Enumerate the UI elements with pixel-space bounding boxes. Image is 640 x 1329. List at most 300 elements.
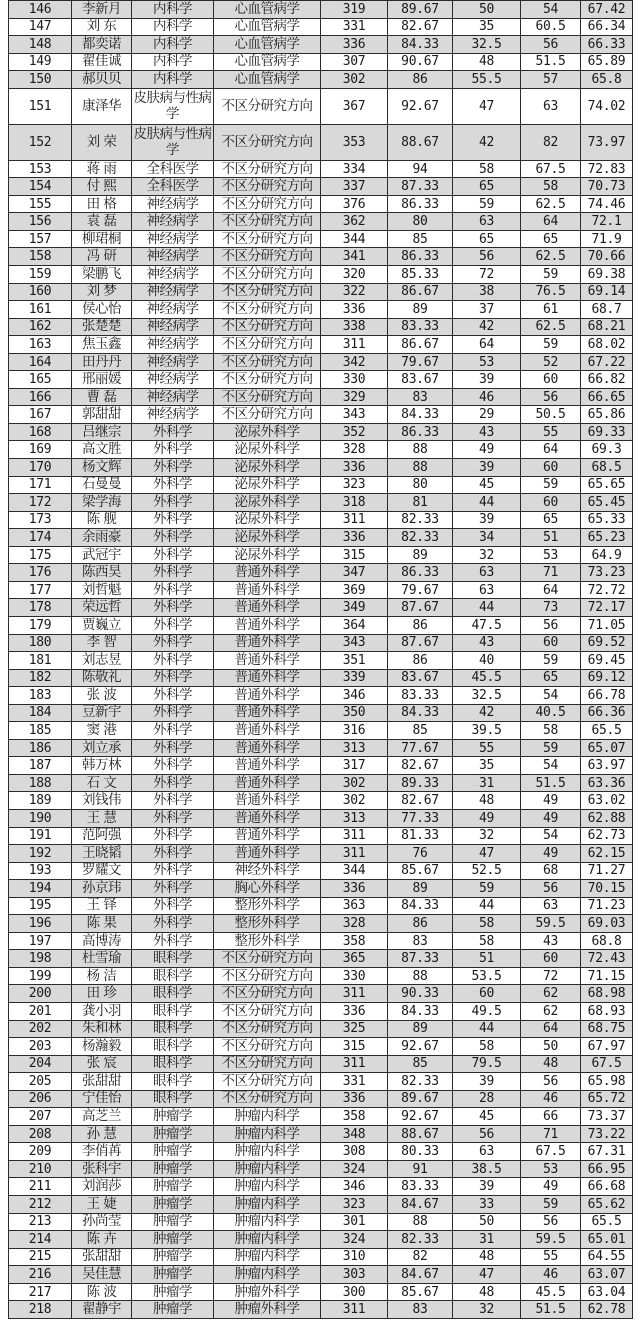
retest-score-a-cell: 89.67 bbox=[388, 1, 453, 19]
serial-number-cell: 191 bbox=[9, 827, 72, 845]
table-row bbox=[9, 441, 633, 459]
research-direction-cell: 不区分研究方向 bbox=[214, 1002, 321, 1020]
retest-score-a-cell: 83.33 bbox=[388, 318, 453, 336]
research-direction-cell: 不区分研究方向 bbox=[214, 967, 321, 985]
total-score-cell: 67.22 bbox=[581, 353, 633, 371]
retest-score-a-cell: 82.33 bbox=[388, 1073, 453, 1091]
serial-number-cell: 180 bbox=[9, 634, 72, 652]
table-row bbox=[9, 1108, 633, 1126]
total-score-cell: 68.8 bbox=[581, 932, 633, 950]
major-cell: 外科学 bbox=[132, 880, 214, 898]
research-direction-cell: 普通外科学 bbox=[214, 809, 321, 827]
major-cell: 外科学 bbox=[132, 423, 214, 441]
table-body bbox=[9, 1, 633, 1319]
retest-score-c-cell: 63 bbox=[521, 897, 581, 915]
serial-number-cell: 164 bbox=[9, 353, 72, 371]
major-cell: 全科医学 bbox=[132, 160, 214, 178]
serial-number-cell: 195 bbox=[9, 897, 72, 915]
research-direction-cell: 肿瘤内科学 bbox=[214, 1143, 321, 1161]
table-row bbox=[9, 336, 633, 354]
student-name-cell: 田 格 bbox=[72, 195, 132, 213]
table-row bbox=[9, 581, 633, 599]
initial-exam-score-cell: 328 bbox=[321, 441, 388, 459]
total-score-cell: 66.36 bbox=[581, 704, 633, 722]
research-direction-cell: 肿瘤内科学 bbox=[214, 1125, 321, 1143]
serial-number-cell: 214 bbox=[9, 1231, 72, 1249]
retest-score-c-cell: 68 bbox=[521, 862, 581, 880]
total-score-cell: 69.14 bbox=[581, 283, 633, 301]
major-cell: 外科学 bbox=[132, 511, 214, 529]
major-cell: 外科学 bbox=[132, 704, 214, 722]
major-cell: 肿瘤学 bbox=[132, 1196, 214, 1214]
total-score-cell: 68.93 bbox=[581, 1002, 633, 1020]
retest-score-b-cell: 60 bbox=[453, 985, 521, 1003]
retest-score-c-cell: 51.5 bbox=[521, 1301, 581, 1319]
serial-number-cell: 197 bbox=[9, 932, 72, 950]
retest-score-c-cell: 57 bbox=[521, 71, 581, 89]
initial-exam-score-cell: 334 bbox=[321, 160, 388, 178]
total-score-cell: 70.66 bbox=[581, 248, 633, 266]
total-score-cell: 62.88 bbox=[581, 809, 633, 827]
student-name-cell: 罗耀文 bbox=[72, 862, 132, 880]
retest-score-b-cell: 34 bbox=[453, 529, 521, 547]
total-score-cell: 66.78 bbox=[581, 687, 633, 705]
student-name-cell: 范阿强 bbox=[72, 827, 132, 845]
total-score-cell: 72.17 bbox=[581, 599, 633, 617]
total-score-cell: 67.42 bbox=[581, 1, 633, 19]
retest-score-a-cell: 85 bbox=[388, 1055, 453, 1073]
retest-score-c-cell: 62 bbox=[521, 1002, 581, 1020]
retest-score-b-cell: 37 bbox=[453, 301, 521, 319]
retest-score-a-cell: 81 bbox=[388, 494, 453, 512]
student-name-cell: 刘钱伟 bbox=[72, 792, 132, 810]
retest-score-c-cell: 64 bbox=[521, 441, 581, 459]
serial-number-cell: 211 bbox=[9, 1178, 72, 1196]
retest-score-c-cell: 55 bbox=[521, 423, 581, 441]
table-row bbox=[9, 739, 633, 757]
major-cell: 外科学 bbox=[132, 757, 214, 775]
table-row bbox=[9, 178, 633, 196]
retest-score-a-cell: 86.67 bbox=[388, 283, 453, 301]
initial-exam-score-cell: 362 bbox=[321, 213, 388, 231]
initial-exam-score-cell: 367 bbox=[321, 88, 388, 124]
major-cell: 神经病学 bbox=[132, 266, 214, 284]
initial-exam-score-cell: 344 bbox=[321, 862, 388, 880]
serial-number-cell: 178 bbox=[9, 599, 72, 617]
research-direction-cell: 不区分研究方向 bbox=[214, 406, 321, 424]
major-cell: 神经病学 bbox=[132, 388, 214, 406]
major-cell: 内科学 bbox=[132, 18, 214, 36]
student-name-cell: 李新月 bbox=[72, 1, 132, 19]
retest-score-b-cell: 64 bbox=[453, 336, 521, 354]
retest-score-c-cell: 73 bbox=[521, 599, 581, 617]
initial-exam-score-cell: 301 bbox=[321, 1213, 388, 1231]
total-score-cell: 65.45 bbox=[581, 494, 633, 512]
initial-exam-score-cell: 313 bbox=[321, 739, 388, 757]
total-score-cell: 65.5 bbox=[581, 722, 633, 740]
retest-score-b-cell: 35 bbox=[453, 757, 521, 775]
total-score-cell: 68.7 bbox=[581, 301, 633, 319]
retest-score-b-cell: 32.5 bbox=[453, 36, 521, 54]
retest-score-c-cell: 60.5 bbox=[521, 18, 581, 36]
retest-score-b-cell: 48 bbox=[453, 53, 521, 71]
initial-exam-score-cell: 338 bbox=[321, 318, 388, 336]
retest-score-b-cell: 59 bbox=[453, 195, 521, 213]
student-name-cell: 翟静宇 bbox=[72, 1301, 132, 1319]
table-row bbox=[9, 18, 633, 36]
retest-score-b-cell: 29 bbox=[453, 406, 521, 424]
student-name-cell: 杨文辉 bbox=[72, 459, 132, 477]
retest-score-b-cell: 42 bbox=[453, 318, 521, 336]
retest-score-b-cell: 58 bbox=[453, 160, 521, 178]
student-name-cell: 石 文 bbox=[72, 774, 132, 792]
retest-score-b-cell: 43 bbox=[453, 423, 521, 441]
retest-score-a-cell: 77.33 bbox=[388, 809, 453, 827]
retest-score-b-cell: 39 bbox=[453, 459, 521, 477]
serial-number-cell: 198 bbox=[9, 950, 72, 968]
research-direction-cell: 普通外科学 bbox=[214, 722, 321, 740]
serial-number-cell: 157 bbox=[9, 230, 72, 248]
major-cell: 内科学 bbox=[132, 53, 214, 71]
retest-score-a-cell: 89 bbox=[388, 880, 453, 898]
initial-exam-score-cell: 369 bbox=[321, 581, 388, 599]
research-direction-cell: 普通外科学 bbox=[214, 774, 321, 792]
student-name-cell: 袁 磊 bbox=[72, 213, 132, 231]
initial-exam-score-cell: 358 bbox=[321, 1108, 388, 1126]
research-direction-cell: 肿瘤内科学 bbox=[214, 1266, 321, 1284]
total-score-cell: 70.15 bbox=[581, 880, 633, 898]
table-row bbox=[9, 476, 633, 494]
serial-number-cell: 154 bbox=[9, 178, 72, 196]
serial-number-cell: 189 bbox=[9, 792, 72, 810]
retest-score-a-cell: 88.67 bbox=[388, 124, 453, 160]
total-score-cell: 72.83 bbox=[581, 160, 633, 178]
retest-score-a-cell: 86.67 bbox=[388, 336, 453, 354]
retest-score-c-cell: 62.5 bbox=[521, 195, 581, 213]
initial-exam-score-cell: 313 bbox=[321, 809, 388, 827]
retest-score-a-cell: 86 bbox=[388, 915, 453, 933]
retest-score-c-cell: 67.5 bbox=[521, 160, 581, 178]
total-score-cell: 68.21 bbox=[581, 318, 633, 336]
retest-score-b-cell: 63 bbox=[453, 564, 521, 582]
serial-number-cell: 174 bbox=[9, 529, 72, 547]
retest-score-a-cell: 77.67 bbox=[388, 739, 453, 757]
student-name-cell: 陈 果 bbox=[72, 915, 132, 933]
retest-score-c-cell: 56 bbox=[521, 616, 581, 634]
serial-number-cell: 170 bbox=[9, 459, 72, 477]
retest-score-a-cell: 83.33 bbox=[388, 1178, 453, 1196]
retest-score-c-cell: 59.5 bbox=[521, 915, 581, 933]
initial-exam-score-cell: 343 bbox=[321, 634, 388, 652]
major-cell: 眼科学 bbox=[132, 1055, 214, 1073]
retest-score-b-cell: 50 bbox=[453, 1213, 521, 1231]
retest-score-c-cell: 65 bbox=[521, 669, 581, 687]
major-cell: 肿瘤学 bbox=[132, 1301, 214, 1319]
student-name-cell: 王晓韬 bbox=[72, 845, 132, 863]
retest-score-b-cell: 49 bbox=[453, 809, 521, 827]
retest-score-c-cell: 61 bbox=[521, 301, 581, 319]
student-name-cell: 刘志昱 bbox=[72, 652, 132, 670]
total-score-cell: 72.43 bbox=[581, 950, 633, 968]
retest-score-b-cell: 59 bbox=[453, 880, 521, 898]
retest-score-c-cell: 72 bbox=[521, 967, 581, 985]
student-name-cell: 张甜甜 bbox=[72, 1073, 132, 1091]
retest-score-a-cell: 82.33 bbox=[388, 1231, 453, 1249]
total-score-cell: 62.78 bbox=[581, 1301, 633, 1319]
major-cell: 外科学 bbox=[132, 441, 214, 459]
research-direction-cell: 不区分研究方向 bbox=[214, 160, 321, 178]
student-name-cell: 宁佳怡 bbox=[72, 1090, 132, 1108]
total-score-cell: 73.22 bbox=[581, 1125, 633, 1143]
retest-score-a-cell: 89 bbox=[388, 1020, 453, 1038]
student-name-cell: 刘立承 bbox=[72, 739, 132, 757]
retest-score-a-cell: 88 bbox=[388, 967, 453, 985]
major-cell: 外科学 bbox=[132, 915, 214, 933]
research-direction-cell: 肿瘤内科学 bbox=[214, 1178, 321, 1196]
research-direction-cell: 整形外科学 bbox=[214, 897, 321, 915]
retest-score-a-cell: 91 bbox=[388, 1160, 453, 1178]
table-row bbox=[9, 827, 633, 845]
research-direction-cell: 普通外科学 bbox=[214, 757, 321, 775]
research-direction-cell: 泌尿外科学 bbox=[214, 459, 321, 477]
retest-score-b-cell: 39 bbox=[453, 1178, 521, 1196]
retest-score-a-cell: 80.33 bbox=[388, 1143, 453, 1161]
table-row bbox=[9, 985, 633, 1003]
major-cell: 外科学 bbox=[132, 564, 214, 582]
retest-score-a-cell: 88.67 bbox=[388, 1125, 453, 1143]
research-direction-cell: 不区分研究方向 bbox=[214, 301, 321, 319]
retest-score-b-cell: 48 bbox=[453, 1283, 521, 1301]
retest-score-c-cell: 59 bbox=[521, 1196, 581, 1214]
table-row bbox=[9, 687, 633, 705]
serial-number-cell: 160 bbox=[9, 283, 72, 301]
retest-score-b-cell: 44 bbox=[453, 1020, 521, 1038]
serial-number-cell: 147 bbox=[9, 18, 72, 36]
table-row bbox=[9, 1090, 633, 1108]
retest-score-a-cell: 86.33 bbox=[388, 423, 453, 441]
student-name-cell: 翟佳诚 bbox=[72, 53, 132, 71]
serial-number-cell: 208 bbox=[9, 1125, 72, 1143]
research-direction-cell: 肿瘤内科学 bbox=[214, 1213, 321, 1231]
student-name-cell: 余雨豪 bbox=[72, 529, 132, 547]
research-direction-cell: 普通外科学 bbox=[214, 581, 321, 599]
retest-score-c-cell: 60 bbox=[521, 494, 581, 512]
serial-number-cell: 183 bbox=[9, 687, 72, 705]
major-cell: 外科学 bbox=[132, 932, 214, 950]
total-score-cell: 72.72 bbox=[581, 581, 633, 599]
table-row bbox=[9, 53, 633, 71]
student-name-cell: 高文胜 bbox=[72, 441, 132, 459]
retest-score-c-cell: 50 bbox=[521, 1038, 581, 1056]
retest-score-b-cell: 32 bbox=[453, 1301, 521, 1319]
student-name-cell: 刘润莎 bbox=[72, 1178, 132, 1196]
retest-score-c-cell: 62 bbox=[521, 985, 581, 1003]
retest-score-a-cell: 82.67 bbox=[388, 757, 453, 775]
initial-exam-score-cell: 351 bbox=[321, 652, 388, 670]
research-direction-cell: 普通外科学 bbox=[214, 739, 321, 757]
major-cell: 眼科学 bbox=[132, 985, 214, 1003]
table-row bbox=[9, 616, 633, 634]
serial-number-cell: 193 bbox=[9, 862, 72, 880]
initial-exam-score-cell: 343 bbox=[321, 406, 388, 424]
serial-number-cell: 196 bbox=[9, 915, 72, 933]
research-direction-cell: 不区分研究方向 bbox=[214, 124, 321, 160]
retest-score-b-cell: 32 bbox=[453, 546, 521, 564]
serial-number-cell: 181 bbox=[9, 652, 72, 670]
total-score-cell: 69.33 bbox=[581, 423, 633, 441]
research-direction-cell: 普通外科学 bbox=[214, 634, 321, 652]
serial-number-cell: 202 bbox=[9, 1020, 72, 1038]
research-direction-cell: 普通外科学 bbox=[214, 687, 321, 705]
research-direction-cell: 肿瘤内科学 bbox=[214, 1196, 321, 1214]
initial-exam-score-cell: 316 bbox=[321, 722, 388, 740]
student-name-cell: 吕继宗 bbox=[72, 423, 132, 441]
serial-number-cell: 199 bbox=[9, 967, 72, 985]
retest-score-a-cell: 83.67 bbox=[388, 669, 453, 687]
retest-score-c-cell: 60 bbox=[521, 459, 581, 477]
table-row bbox=[9, 546, 633, 564]
research-direction-cell: 不区分研究方向 bbox=[214, 213, 321, 231]
initial-exam-score-cell: 337 bbox=[321, 178, 388, 196]
major-cell: 眼科学 bbox=[132, 1073, 214, 1091]
research-direction-cell: 不区分研究方向 bbox=[214, 1073, 321, 1091]
retest-score-a-cell: 87.33 bbox=[388, 950, 453, 968]
retest-score-c-cell: 58 bbox=[521, 722, 581, 740]
table-row bbox=[9, 757, 633, 775]
total-score-cell: 66.68 bbox=[581, 1178, 633, 1196]
initial-exam-score-cell: 342 bbox=[321, 353, 388, 371]
total-score-cell: 74.02 bbox=[581, 88, 633, 124]
research-direction-cell: 泌尿外科学 bbox=[214, 476, 321, 494]
initial-exam-score-cell: 331 bbox=[321, 18, 388, 36]
retest-score-b-cell: 32 bbox=[453, 827, 521, 845]
table-row bbox=[9, 599, 633, 617]
student-name-cell: 杜雪瑜 bbox=[72, 950, 132, 968]
retest-score-a-cell: 87.67 bbox=[388, 634, 453, 652]
retest-score-a-cell: 85 bbox=[388, 722, 453, 740]
table-row bbox=[9, 1073, 633, 1091]
major-cell: 外科学 bbox=[132, 599, 214, 617]
student-name-cell: 邢丽媛 bbox=[72, 371, 132, 389]
retest-score-c-cell: 60 bbox=[521, 371, 581, 389]
total-score-cell: 64.55 bbox=[581, 1248, 633, 1266]
retest-score-b-cell: 56 bbox=[453, 1125, 521, 1143]
retest-score-c-cell: 54 bbox=[521, 1, 581, 19]
retest-score-b-cell: 44 bbox=[453, 494, 521, 512]
retest-score-b-cell: 47 bbox=[453, 88, 521, 124]
serial-number-cell: 171 bbox=[9, 476, 72, 494]
retest-score-a-cell: 86.33 bbox=[388, 195, 453, 213]
total-score-cell: 69.3 bbox=[581, 441, 633, 459]
initial-exam-score-cell: 336 bbox=[321, 36, 388, 54]
total-score-cell: 69.12 bbox=[581, 669, 633, 687]
retest-score-c-cell: 82 bbox=[521, 124, 581, 160]
serial-number-cell: 175 bbox=[9, 546, 72, 564]
retest-score-c-cell: 56 bbox=[521, 388, 581, 406]
total-score-cell: 65.65 bbox=[581, 476, 633, 494]
retest-score-c-cell: 58 bbox=[521, 178, 581, 196]
major-cell: 皮肤病与性病学 bbox=[133, 126, 212, 159]
score-table bbox=[8, 0, 633, 1319]
initial-exam-score-cell: 339 bbox=[321, 669, 388, 687]
research-direction-cell: 不区分研究方向 bbox=[214, 1090, 321, 1108]
total-score-cell: 69.45 bbox=[581, 652, 633, 670]
serial-number-cell: 167 bbox=[9, 406, 72, 424]
major-cell: 外科学 bbox=[132, 809, 214, 827]
retest-score-a-cell: 84.33 bbox=[388, 36, 453, 54]
retest-score-b-cell: 35 bbox=[453, 18, 521, 36]
total-score-cell: 65.01 bbox=[581, 1231, 633, 1249]
major-cell: 外科学 bbox=[132, 634, 214, 652]
retest-score-a-cell: 86 bbox=[388, 652, 453, 670]
retest-score-a-cell: 82.67 bbox=[388, 792, 453, 810]
student-name-cell: 张甜甜 bbox=[72, 1248, 132, 1266]
retest-score-b-cell: 39 bbox=[453, 1073, 521, 1091]
major-cell: 全科医学 bbox=[132, 178, 214, 196]
initial-exam-score-cell: 336 bbox=[321, 301, 388, 319]
student-name-cell: 陈 舰 bbox=[72, 511, 132, 529]
serial-number-cell: 201 bbox=[9, 1002, 72, 1020]
table-row bbox=[9, 301, 633, 319]
total-score-cell: 62.73 bbox=[581, 827, 633, 845]
initial-exam-score-cell: 349 bbox=[321, 599, 388, 617]
major-cell: 外科学 bbox=[132, 529, 214, 547]
table-row bbox=[9, 1178, 633, 1196]
table-row bbox=[9, 915, 633, 933]
retest-score-c-cell: 40.5 bbox=[521, 704, 581, 722]
retest-score-a-cell: 83.67 bbox=[388, 371, 453, 389]
research-direction-cell: 心血管病学 bbox=[214, 18, 321, 36]
research-direction-cell: 不区分研究方向 bbox=[214, 353, 321, 371]
initial-exam-score-cell: 353 bbox=[321, 124, 388, 160]
serial-number-cell: 148 bbox=[9, 36, 72, 54]
table-row bbox=[9, 160, 633, 178]
major-cell: 神经病学 bbox=[132, 283, 214, 301]
initial-exam-score-cell: 311 bbox=[321, 511, 388, 529]
serial-number-cell: 150 bbox=[9, 71, 72, 89]
major-cell: 肿瘤学 bbox=[132, 1125, 214, 1143]
total-score-cell: 63.07 bbox=[581, 1266, 633, 1284]
retest-score-a-cell: 83 bbox=[388, 1301, 453, 1319]
retest-score-a-cell: 80 bbox=[388, 476, 453, 494]
major-cell: 肿瘤学 bbox=[132, 1213, 214, 1231]
retest-score-c-cell: 54 bbox=[521, 827, 581, 845]
serial-number-cell: 213 bbox=[9, 1213, 72, 1231]
student-name-cell: 李俏苒 bbox=[72, 1143, 132, 1161]
retest-score-a-cell: 82 bbox=[388, 1248, 453, 1266]
serial-number-cell: 205 bbox=[9, 1073, 72, 1091]
serial-number-cell: 153 bbox=[9, 160, 72, 178]
research-direction-cell: 不区分研究方向 bbox=[214, 950, 321, 968]
table-row bbox=[9, 950, 633, 968]
student-name-cell: 田 珍 bbox=[72, 985, 132, 1003]
table-row bbox=[9, 1248, 633, 1266]
initial-exam-score-cell: 358 bbox=[321, 932, 388, 950]
major-cell: 眼科学 bbox=[132, 1090, 214, 1108]
retest-score-b-cell: 47 bbox=[453, 1266, 521, 1284]
table-row bbox=[9, 1196, 633, 1214]
initial-exam-score-cell: 336 bbox=[321, 1090, 388, 1108]
serial-number-cell: 184 bbox=[9, 704, 72, 722]
retest-score-c-cell: 46 bbox=[521, 1266, 581, 1284]
retest-score-c-cell: 56 bbox=[521, 1073, 581, 1091]
retest-score-b-cell: 45 bbox=[453, 476, 521, 494]
student-name-cell: 柳珺桐 bbox=[72, 230, 132, 248]
serial-number-cell: 176 bbox=[9, 564, 72, 582]
total-score-cell: 71.27 bbox=[581, 862, 633, 880]
retest-score-c-cell: 76.5 bbox=[521, 283, 581, 301]
total-score-cell: 65.62 bbox=[581, 1196, 633, 1214]
